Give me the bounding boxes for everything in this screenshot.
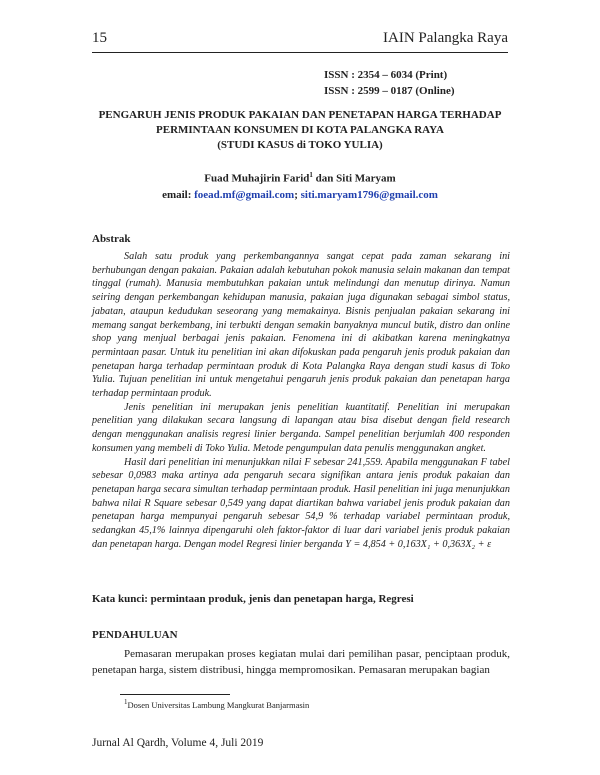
- email-link-1[interactable]: foead.mf@gmail.com: [194, 188, 295, 201]
- title-line-1: PENGARUH JENIS PRODUK PAKAIAN DAN PENETAPAN HARGA TERHADAP: [98, 109, 502, 121]
- footnote: [124, 698, 309, 710]
- footnote-text: Dosen Universitas Lambung Mangkurat Banjarmasin: [127, 699, 310, 710]
- email-label: email:: [162, 188, 195, 201]
- page-number: 15: [92, 30, 107, 46]
- author-1: Fuad Muhajirin Farid: [204, 172, 310, 185]
- abstract-paragraph-2: Jenis penelitian ini merupakan jenis penelitian kuantitatif. Penelitian ini merupakan penelitian yang dilakukan secara langsung di lapangan atau bisa disebut dengan field research dengan menggunakan analisis regresi linier berganda. Sampel penelitian berjumlah 400 responden konsumen yang membeli di Toko Yulia. Metode pengumpulan data penulis menggunakan angket.: [92, 401, 510, 454]
- author-block: [92, 167, 508, 203]
- page-footer: Jurnal Al Qardh, Volume 4, Juli 2019: [92, 737, 264, 749]
- author-names: [92, 167, 508, 187]
- abstract-paragraph-1: Salah satu produk yang perkembangannya sangat cepat pada zaman sekarang ini berhubungan dengan pakaian. Pakaian adalah kebutuhan pokok manusia selain makanan dan tempat tinggal (rumah). Manusia membutuhkan pakaian untuk melindungi dan menutup dirinya. Namun seiring dengan perkembangan kehidupan manusia, pakaian juga digunakan sebagai simbol status, jabatan, ataupun kedudukan seseorang yang memakainya. Bisnis penjualan pakaian sekarang ini memang sangat berkembang, ini terbukti dengan semakin banyaknya muncul butik, distro dan online shop yang menjual berbagai jenis pakaian. Fenomena ini di akibatkan karena meningkatnya permintaan pasar. Untuk itu penelitian ini akan difokuskan pada pengaruh jenis produk pakaian dan penetapan harga terhadap permintaan produk di Kota Palangka Raya dengan studi kasus di Toko Yulia. Tujuan penelitian ini untuk mengetahui pengaruh jenis produk pakaian dan penetapan harga terhadap permintaan produk.: [92, 251, 510, 400]
- body-paragraph-1: Pemasaran merupakan proses kegiatan mulai dari pemilihan pasar, penciptaan produk, penetapan harga, sistem distribusi, hingga mempromosikan. Pemasaran merupakan bagian: [92, 648, 510, 676]
- author-emails: [92, 187, 508, 203]
- abstract-body: [92, 250, 510, 551]
- issn-online: ISSN : 2599 – 0187 (Online): [324, 85, 455, 97]
- email-link-2[interactable]: siti.maryam1796@gmail.com: [300, 188, 438, 201]
- issn-block: [324, 67, 455, 99]
- footnote-divider: [120, 694, 230, 695]
- keywords: Kata kunci: permintaan produk, jenis dan penetapan harga, Regresi: [92, 593, 414, 605]
- paper-title: [92, 108, 508, 153]
- abstract-paragraph-3: [92, 456, 510, 552]
- title-line-3: (STUDI KASUS di TOKO YULIA): [217, 139, 383, 151]
- title-line-2: PERMINTAAN KONSUMEN DI KOTA PALANGKA RAYA: [156, 124, 444, 136]
- abstract-heading: Abstrak: [92, 233, 131, 245]
- abstract-paragraph-3-text: Hasil dari penelitian ini menunjukkan nilai F sebesar 241,559. Apabila menggunakan F tabel sebesar 0,0983 maka artinya ada pengaruh secara signifikan antara jenis produk pakaian dan penetapan harga secara simultan terhadap permintaan produk. Hasil penelitian ini juga menunjukkan bahwa nilai R Square sebesar 0,549 yang dapat diartikan bahwa variabel jenis produk pakaian dan penetapan harga mempunyai pengaruh sebesar 54,9 % terhadap variabel permintaan produk, sedangkan 45,1% lainnya dipengaruhi oleh faktor-faktor di luar dari variabel jenis produk pakaian dan penetapan harga. Dengan model Regresi linier berganda: [92, 456, 510, 550]
- section-heading: PENDAHULUAN: [92, 629, 178, 641]
- author-footnote-mark: 1: [309, 171, 313, 179]
- section-body: [92, 646, 510, 678]
- regression-equation: Y = 4,854 + 0,163X₁ + 0,363X₂ + ε: [345, 538, 492, 550]
- issn-print: ISSN : 2354 – 6034 (Print): [324, 69, 448, 81]
- journal-institution: IAIN Palangka Raya: [383, 30, 508, 46]
- running-header: [92, 30, 508, 53]
- email-separator: ;: [294, 188, 301, 201]
- footnote-mark: 1: [124, 698, 128, 706]
- author-2: dan Siti Maryam: [312, 172, 396, 185]
